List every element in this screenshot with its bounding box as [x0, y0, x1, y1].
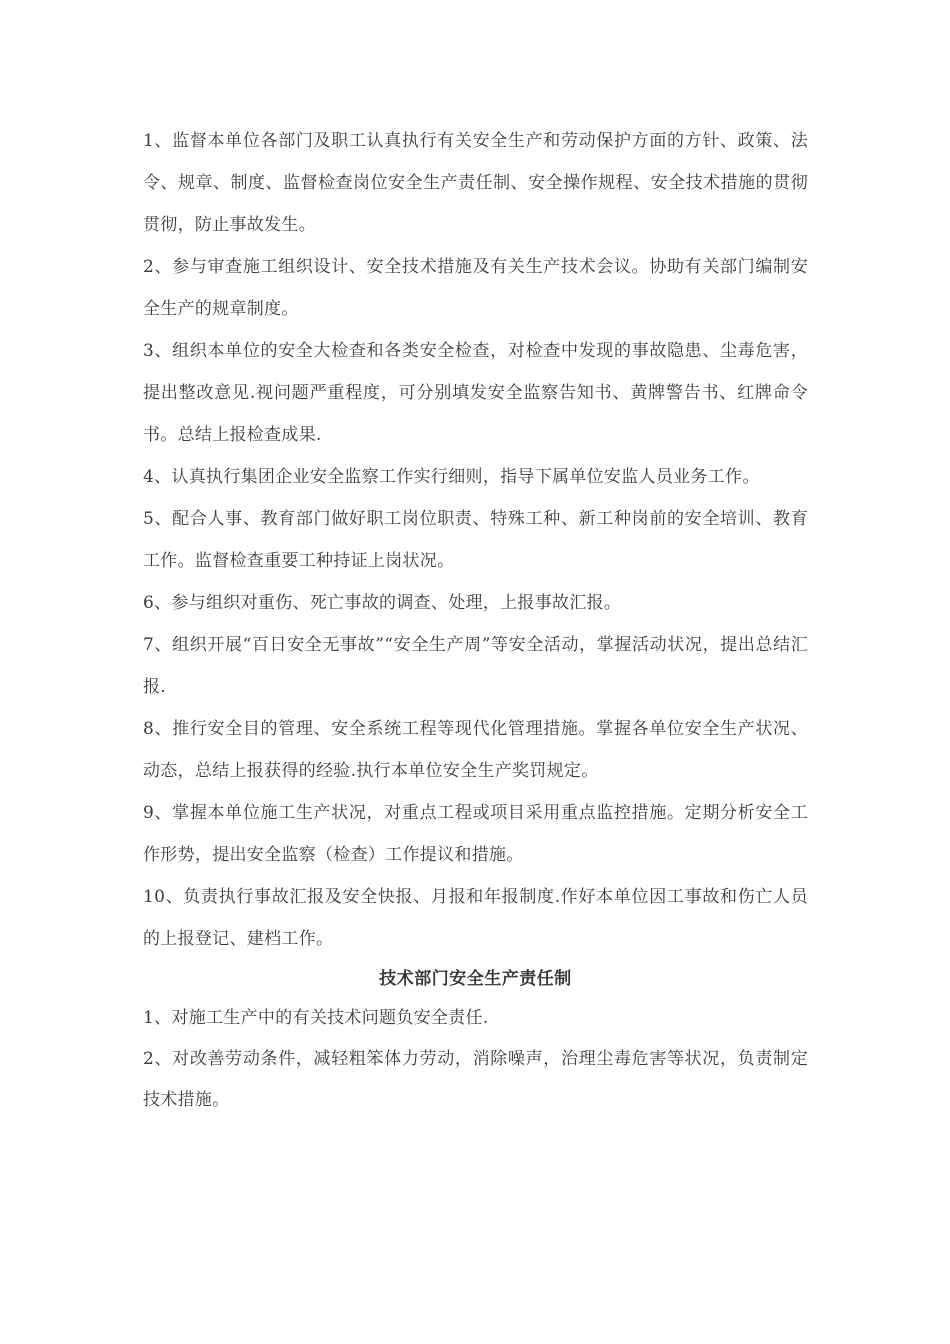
list-item: 1、对施工生产中的有关技术问题负安全责任. — [143, 1008, 489, 1028]
list-item: 3、组织本单位的安全大检查和各类安全检查，对检查中发现的事故隐患、尘毒危害，提出整改意见.视问题严重程度，可分别填发安全监察告知书、黄牌警告书、红牌命令书。总结上报检查成果. — [143, 341, 808, 445]
document-body — [143, 120, 808, 1121]
section-heading: 技术部门安全生产责任制 — [379, 969, 572, 989]
list-item: 7、组织开展“百日安全无事故”“安全生产周”等安全活动，掌握活动状况，提出总结汇报. — [143, 635, 808, 697]
list-item: 4、认真执行集团企业安全监察工作实行细则，指导下属单位安监人员业务工作。 — [143, 467, 760, 487]
list-item: 10、负责执行事故汇报及安全快报、月报和年报制度.作好本单位因工事故和伤亡人员的上报登记、建档工作。 — [143, 887, 808, 949]
list-item: 6、参与组织对重伤、死亡事故的调查、处理，上报事故汇报。 — [143, 593, 622, 613]
list-item: 2、对改善劳动条件，减轻粗笨体力劳动，消除噪声，治理尘毒危害等状况，负责制定技术措施。 — [143, 1049, 808, 1110]
list-item: 5、配合人事、教育部门做好职工岗位职责、特殊工种、新工种岗前的安全培训、教育工作。监督检查重要工种持证上岗状况。 — [143, 509, 808, 571]
list-item: 8、推行安全目的管理、安全系统工程等现代化管理措施。掌握各单位安全生产状况、动态，总结上报获得的经验.执行本单位安全生产奖罚规定。 — [143, 719, 808, 781]
list-item: 2、参与审查施工组织设计、安全技术措施及有关生产技术会议。协助有关部门编制安全生产的规章制度。 — [143, 257, 808, 319]
list-item: 9、掌握本单位施工生产状况，对重点工程或项目采用重点监控措施。定期分析安全工作形势，提出安全监察（检查）工作提议和措施。 — [143, 803, 808, 865]
list-item: 1、监督本单位各部门及职工认真执行有关安全生产和劳动保护方面的方针、政策、法令、规章、制度、监督检查岗位安全生产责任制、安全操作规程、安全技术措施的贯彻贯彻，防止事故发生。 — [143, 131, 808, 235]
